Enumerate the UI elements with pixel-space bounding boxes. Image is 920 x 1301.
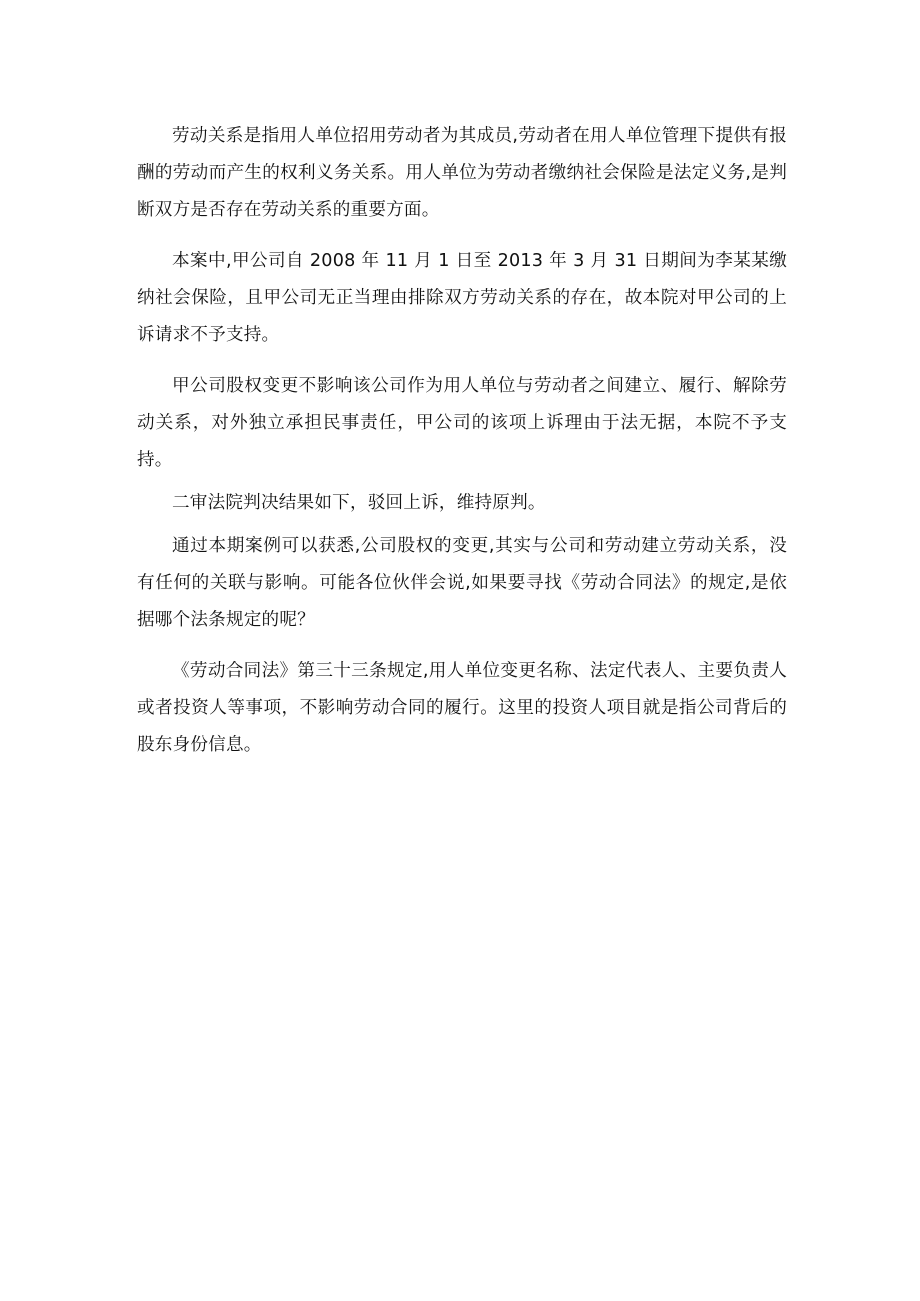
paragraph-case-takeaway: 通过本期案例可以获悉,公司股权的变更,其实与公司和劳动建立劳动关系，没有任何的关联与影响。可能各位伙伴会说,如果要寻找《劳动合同法》的规定,是依据哪个法条规定的呢？: [137, 536, 787, 630]
document-body: [137, 118, 787, 778]
paragraph-second-instance-result: 二审法院判决结果如下，驳回上诉，维持原判。: [172, 493, 546, 513]
paragraph-article-33: 《劳动合同法》第三十三条规定,用人单位变更名称、法定代表人、主要负责人或者投资人等事项，不影响劳动合同的履行。这里的投资人项目就是指公司背后的股东身份信息。: [137, 661, 787, 755]
paragraph-equity-change-ruling: 甲公司股权变更不影响该公司作为用人单位与劳动者之间建立、履行、解除劳动关系，对外独立承担民事责任，甲公司的该项上诉理由于法无据，本院不予支持。: [137, 376, 787, 470]
paragraph-case-social-insurance: 本案中,甲公司自 2008 年 11 月 1 日至 2013 年 3 月 31 日期间为李某某缴纳社会保险，且甲公司无正当理由排除双方劳动关系的存在，故本院对甲公司的上诉请求不予支持。: [137, 251, 787, 345]
paragraph-labor-relation-definition: 劳动关系是指用人单位招用劳动者为其成员,劳动者在用人单位管理下提供有报酬的劳动而产生的权利义务关系。用人单位为劳动者缴纳社会保险是法定义务,是判断双方是否存在劳动关系的重要方面。: [137, 126, 787, 220]
